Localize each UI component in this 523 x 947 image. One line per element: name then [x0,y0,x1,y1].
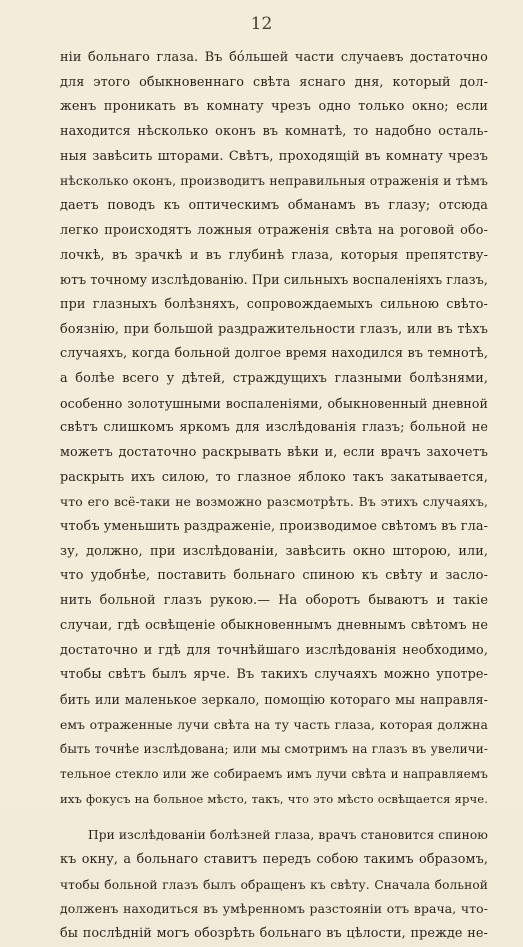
text-line: боязнію, при большой раздражительности глазъ, или въ тѣхъ [60,321,488,337]
text-line: бить или маленькое зеркало, помощію котораго мы направля- [60,691,488,707]
paragraph [60,823,488,946]
text-line: что его всё-таки не возможно разсмотрѣть. Въ этихъ случаяхъ, [60,494,488,510]
text-line: что удобнѣе, поставить больнаго спиною къ свѣту и засло- [60,568,488,584]
text-line: При изслѣдованіи болѣзней глаза, врачъ становится спиною [88,828,488,843]
text-line: для этого обыкновеннаго свѣта яснаго дня, который дол- [60,74,488,90]
text-line: долженъ находиться въ умѣренномъ разстояніи отъ врача, что- [60,901,488,917]
text-line: нить больной глазъ рукою.— На оборотъ бываютъ и такіе [60,593,488,609]
text-line: чтобы больной глазъ былъ обращенъ къ свѣту. Сначала больной [60,877,488,892]
text-line: а болѣе всего у дѣтей, страждущихъ глазными болѣзнями, [60,370,488,386]
text-line: зу, должно, при изслѣдованіи, завѣсить окно шторою, или, [60,543,488,559]
text-line: чтобъ уменьшить раздраженіе, производимое свѣтомъ въ гла- [60,519,488,535]
text-line: находится нѣсколько оконъ въ комнатѣ, то надобно осталь- [60,124,488,140]
text-line: чтобы свѣтъ былъ ярче. Въ такихъ случаяхъ можно употре- [60,667,488,683]
text-line: даетъ поводъ къ оптическимъ обманамъ въ глазу; отсюда [60,198,488,214]
text-line: легко происходятъ ложныя отраженія свѣта на роговой обо- [60,222,488,238]
text-line: нѣсколько оконъ, производитъ неправильныя отраженія и тѣмъ [60,173,488,189]
paragraph [60,46,488,811]
page-number: 12 [250,14,273,34]
paragraph-gap [60,811,488,823]
text-line: случаяхъ, когда больной долгое время находился въ темнотѣ, [60,346,488,362]
text-line: женъ проникать въ комнату чрезъ одно только окно; если [60,99,488,115]
text-line: лочкѣ, въ зрачкѣ и въ глубинѣ глаза, которыя препятству- [60,247,488,263]
text-line: свѣтъ слишкомъ яркомъ для изслѣдованія глазъ; больной не [60,420,488,436]
text-line: ніи больнаго глаза. Въ бóльшей части случаевъ достаточно [60,50,488,65]
text-line: особенно золотушными воспаленіями, обыкновенный дневной [60,395,488,411]
text-line: бы послѣдній могъ обозрѣть больнаго въ цѣлости, прежде не- [60,926,488,942]
text-line: къ окну, а больнаго ставитъ передъ собою такимъ образомъ, [60,852,488,867]
text-line: ютъ точному изслѣдованію. При сильныхъ воспаленіяхъ глазъ, [60,272,488,288]
text-line: раскрыть ихъ силою, то глазное яблоко такъ закатывается, [60,469,488,485]
text-line: можетъ достаточно раскрывать вѣки и, если врачъ захочетъ [60,445,488,460]
text-line: емъ отраженные лучи свѣта на ту часть глаза, которая должна [60,716,488,732]
text-line: ныя завѣсить шторами. Свѣтъ, проходящій въ комнату чрезъ [60,148,488,164]
text-line: ихъ фокусъ на больное мѣсто, такъ, что это мѣсто освѣщается ярче. [60,791,488,806]
body-text [60,46,488,947]
text-line: достаточно и гдѣ для точнѣйшаго изслѣдованія необходимо, [60,642,488,658]
text-line: тельное стекло или же собираемъ имъ лучи свѣта и направляемъ [60,766,488,781]
text-line: случаи, гдѣ освѣщеніе обыкновеннымъ дневнымъ свѣтомъ не [60,617,488,633]
text-line: быть точнѣе изслѣдована; или мы смотримъ на глазъ въ увеличи- [60,742,488,757]
text-line: при глазныхъ болѣзняхъ, сопровождаемыхъ сильною свѣто- [60,296,488,312]
